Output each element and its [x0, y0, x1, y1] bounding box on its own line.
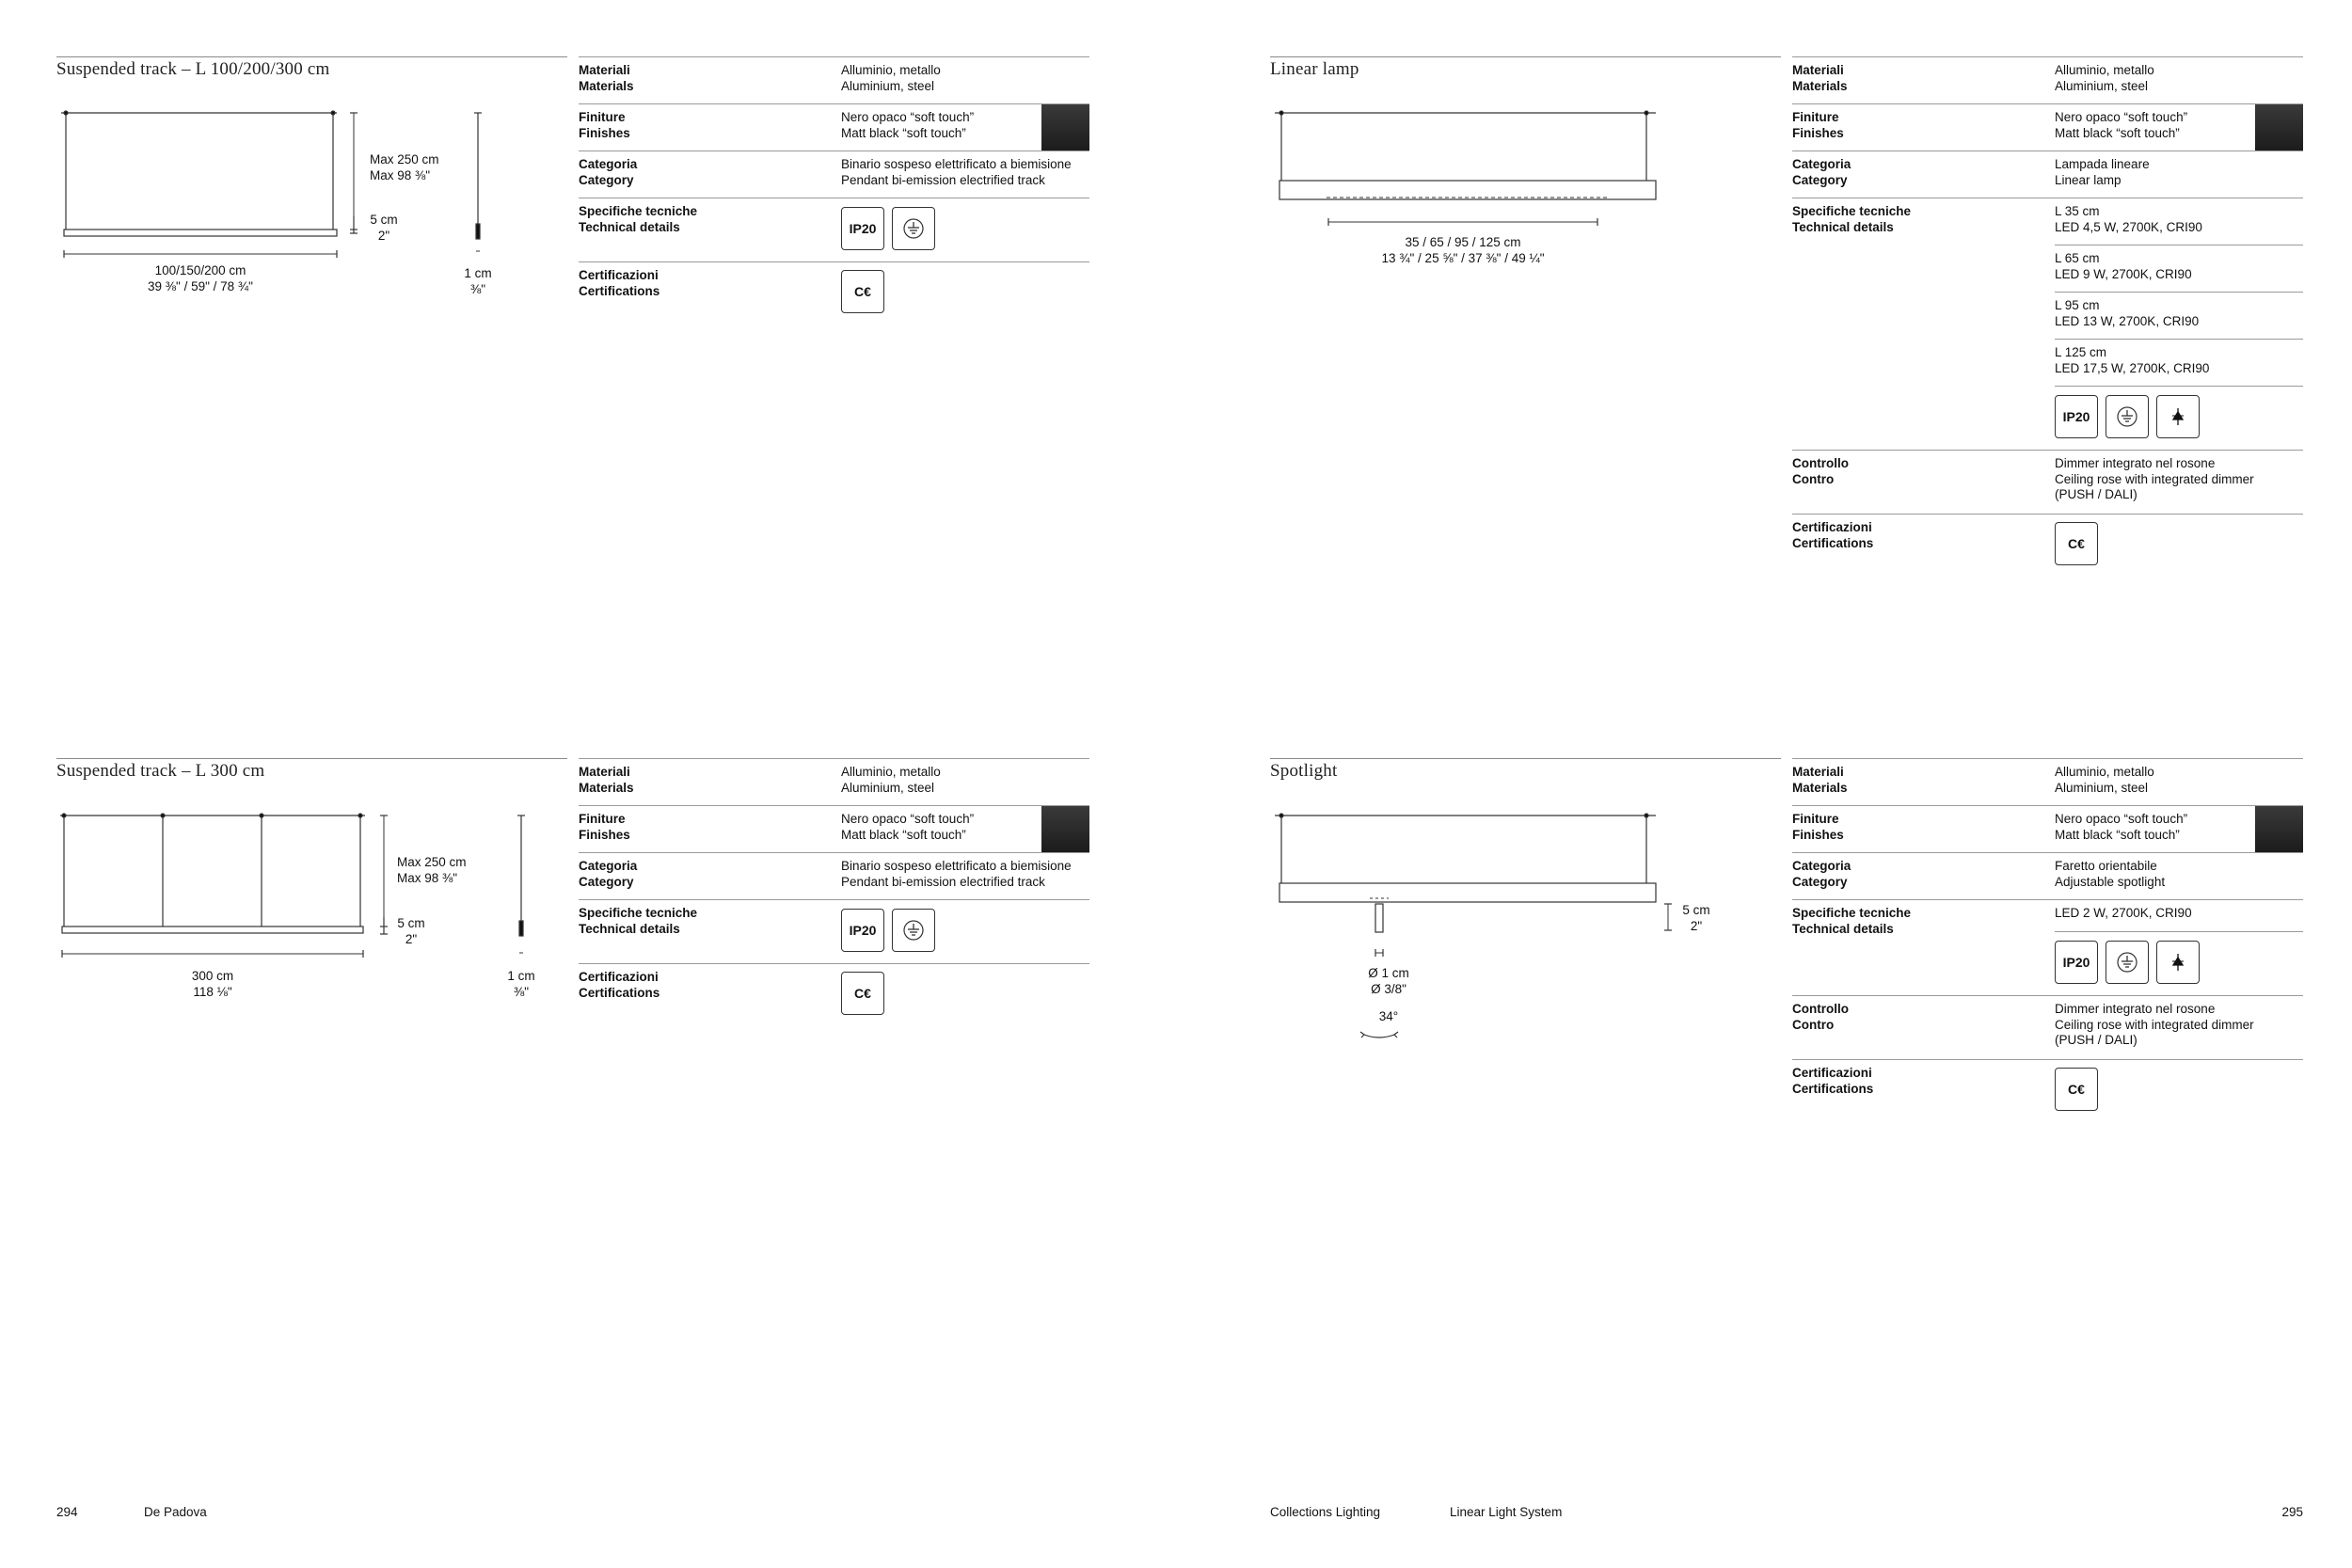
row-materials	[579, 758, 1089, 806]
row-category	[579, 150, 1089, 198]
row-finishes	[579, 103, 1089, 151]
row-certifications	[579, 261, 1089, 319]
title-rule	[1270, 758, 1781, 759]
row-value: Faretto orientabile Adjustable spotlight	[2055, 859, 2166, 889]
ce-mark-icon: C€	[841, 972, 884, 1015]
row-value: LED 2 W, 2700K, CRI90	[2055, 906, 2192, 920]
system-name: Linear Light System	[1450, 1505, 1563, 1519]
row-label: Specifiche tecniche Technical details	[1792, 204, 1912, 234]
ce-mark-icon: C€	[2055, 522, 2098, 565]
depth-dim-label: 5 cm 2"	[397, 916, 425, 946]
row-technical	[1792, 198, 2303, 245]
row-label: Categoria Category	[1792, 859, 1851, 889]
row-value: Alluminio, metallo Aluminium, steel	[2055, 63, 2154, 93]
row-value: Nero opaco “soft touch” Matt black “soft touch”	[2055, 110, 2188, 140]
row-label: Certificazioni Certifications	[579, 268, 660, 298]
spotlight-drawing	[1270, 806, 1684, 1051]
row-control	[1792, 995, 2303, 1060]
tech-variant-35: L 35 cm LED 4,5 W, 2700K, CRI90	[2055, 204, 2202, 234]
title-rule	[56, 758, 567, 759]
earth-ground-icon	[2106, 941, 2149, 984]
row-label: Materiali Materials	[579, 63, 634, 93]
product-title: Spotlight	[1270, 761, 1338, 781]
row-certifications	[579, 963, 1089, 1021]
dimmable-icon	[2156, 395, 2200, 438]
row-finishes	[1792, 805, 2303, 853]
row-label: Categoria Category	[579, 859, 638, 889]
row-label: Categoria Category	[579, 157, 638, 187]
ce-mark-icon: C€	[841, 270, 884, 313]
row-label: Finiture Finishes	[579, 812, 630, 842]
product-title: Suspended track – L 100/200/300 cm	[56, 59, 330, 79]
length-dim-label: 35 / 65 / 95 / 125 cm 13 ¾" / 25 ⅝" / 37 ⅜" / 49 ¼"	[1381, 235, 1545, 265]
tech-icons	[2055, 386, 2303, 451]
ip20-badge: IP20	[2055, 395, 2098, 438]
linear-lamp-drawing	[1270, 103, 1665, 235]
earth-ground-icon	[892, 207, 935, 250]
ip20-badge: IP20	[841, 909, 884, 952]
row-finishes	[1792, 103, 2303, 151]
row-value: Nero opaco “soft touch” Matt black “soft touch”	[841, 110, 975, 140]
row-label: Controllo Contro	[1792, 1002, 1849, 1032]
row-label: Finiture Finishes	[579, 110, 630, 140]
width-dim-label: 1 cm ⅜"	[464, 266, 492, 296]
row-certifications	[1792, 1059, 2303, 1117]
earth-ground-icon	[2106, 395, 2149, 438]
row-technical	[579, 198, 1089, 262]
ip20-badge: IP20	[841, 207, 884, 250]
row-label: Controllo Contro	[1792, 456, 1849, 486]
tech-variant-65: L 65 cm LED 9 W, 2700K, CRI90	[2055, 245, 2303, 293]
length-dim-label: 300 cm 118 ⅛"	[191, 969, 234, 999]
title-rule	[1270, 56, 1781, 57]
height-dim-label: Max 250 cm Max 98 ⅜"	[397, 855, 467, 885]
page-number-left: 294	[56, 1505, 78, 1519]
row-technical	[1792, 899, 2303, 936]
finish-swatch-matt-black	[1041, 104, 1089, 151]
finish-swatch-matt-black	[2255, 104, 2303, 151]
earth-ground-icon	[892, 909, 935, 952]
row-label: Finiture Finishes	[1792, 110, 1844, 140]
row-materials	[579, 56, 1089, 104]
row-technical	[579, 899, 1089, 964]
title-rule	[56, 56, 567, 57]
row-label: Specifiche tecniche Technical details	[579, 204, 698, 234]
finish-swatch-matt-black	[2255, 806, 2303, 853]
row-label: Certificazioni Certifications	[579, 970, 660, 1000]
row-materials	[1792, 56, 2303, 104]
product-title: Linear lamp	[1270, 59, 1359, 79]
row-value: Lampada lineare Linear lamp	[2055, 157, 2150, 187]
row-label: Certificazioni Certifications	[1792, 1066, 1874, 1096]
row-control	[1792, 450, 2303, 515]
width-dim-label: 1 cm ⅜"	[507, 969, 535, 999]
length-dim-label: 100/150/200 cm 39 ⅜" / 59" / 78 ¾"	[148, 263, 253, 293]
page-number-right: 295	[2281, 1505, 2303, 1519]
row-category	[579, 852, 1089, 900]
section-name: Collections Lighting	[1270, 1505, 1381, 1519]
row-finishes	[579, 805, 1089, 853]
finish-swatch-matt-black	[1041, 806, 1089, 853]
row-value: Alluminio, metallo Aluminium, steel	[2055, 765, 2154, 795]
ce-mark-icon: C€	[2055, 1068, 2098, 1111]
row-value: Dimmer integrato nel rosone Ceiling rose with integrated dimmer (PUSH / DALI)	[2055, 456, 2254, 501]
track-drawing	[56, 103, 546, 254]
tech-variant-95: L 95 cm LED 13 W, 2700K, CRI90	[2055, 292, 2303, 340]
tech-variant-125: L 125 cm LED 17,5 W, 2700K, CRI90	[2055, 339, 2303, 387]
depth-dim-label: 5 cm 2"	[1682, 903, 1710, 933]
row-value: Nero opaco “soft touch” Matt black “soft touch”	[2055, 812, 2188, 842]
height-dim-label: Max 250 cm Max 98 ⅜"	[370, 152, 439, 182]
dimmable-icon	[2156, 941, 2200, 984]
row-label: Materiali Materials	[579, 765, 634, 795]
row-certifications	[1792, 514, 2303, 571]
row-value: Binario sospeso elettrificato a biemisione Pendant bi-emission electrified track	[841, 859, 1072, 889]
row-materials	[1792, 758, 2303, 806]
ip20-badge: IP20	[2055, 941, 2098, 984]
row-category	[1792, 852, 2303, 900]
row-value: Nero opaco “soft touch” Matt black “soft touch”	[841, 812, 975, 842]
row-label: Certificazioni Certifications	[1792, 520, 1874, 550]
row-value: Dimmer integrato nel rosone Ceiling rose with integrated dimmer (PUSH / DALI)	[2055, 1002, 2254, 1047]
row-value: Alluminio, metallo Aluminium, steel	[841, 63, 941, 93]
row-label: Specifiche tecniche Technical details	[579, 906, 698, 936]
row-value: Binario sospeso elettrificato a biemisione Pendant bi-emission electrified track	[841, 157, 1072, 187]
depth-dim-label: 5 cm 2"	[370, 213, 398, 243]
row-label: Specifiche tecniche Technical details	[1792, 906, 1912, 936]
row-label: Materiali Materials	[1792, 765, 1848, 795]
brand-name: De Padova	[144, 1505, 207, 1519]
beam-angle-label: 34°	[1378, 1009, 1399, 1023]
row-value: Alluminio, metallo Aluminium, steel	[841, 765, 941, 795]
row-label: Categoria Category	[1792, 157, 1851, 187]
row-label: Finiture Finishes	[1792, 812, 1844, 842]
row-label: Materiali Materials	[1792, 63, 1848, 93]
tech-icons	[2055, 931, 2303, 996]
row-category	[1792, 150, 2303, 198]
track-300-drawing	[56, 806, 546, 957]
diameter-dim-label: Ø 1 cm Ø 3/8"	[1368, 966, 1409, 996]
product-title: Suspended track – L 300 cm	[56, 761, 265, 781]
